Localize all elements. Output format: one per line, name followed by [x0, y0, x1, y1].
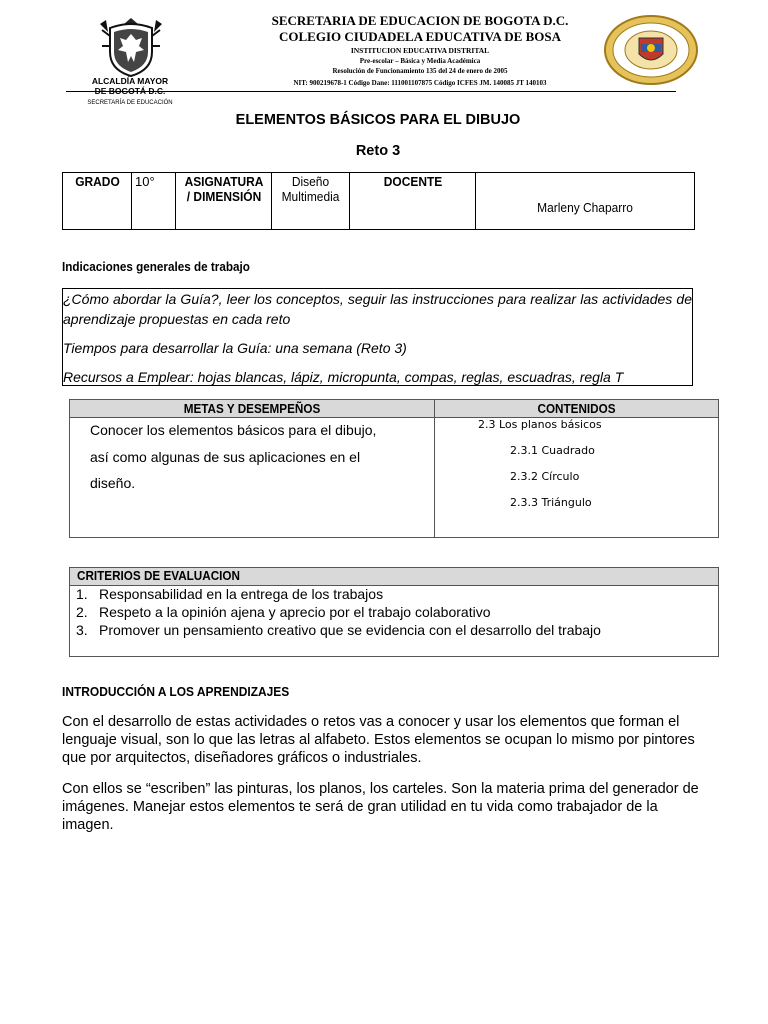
info-table [62, 172, 695, 230]
metas-text [90, 417, 420, 497]
criterio-text: Promover un pensamiento creativo que se evidencia con el desarrollo del trabajo [99, 622, 601, 638]
indicaciones-p3: Recursos a Emplear: hojas blancas, lápiz, micropunta, compas, reglas, escuadras, regla T [63, 369, 624, 385]
header-line5: Resolución de Funcionamiento 135 del 24 de enero de 2005 [332, 67, 508, 75]
contenido-item: 2.3.3 Triángulo [510, 496, 592, 509]
header-divider [66, 91, 676, 92]
header-line6: NIT: 900219678-1 Código Dane: 111001107875 Código ICFES JM. 140085 JT 140103 [293, 79, 547, 87]
criterio-item [76, 622, 601, 638]
header-line1: SECRETARIA DE EDUCACION DE BOGOTA D.C. [271, 13, 569, 28]
alcaldia-line2: DE BOGOTÁ D.C. [94, 86, 166, 96]
intro-paragraph-1: Con el desarrollo de estas actividades o retos vas a conocer y usar los elementos que forman el lenguaje visual, son lo que las letras al alfabeto. Estos elementos se ocupan lo mismo por pintores que por arquitectos, diseñadores gráficos o industriales. [62, 714, 695, 766]
contenido-item: 2.3.1 Cuadrado [510, 444, 595, 457]
docente-value [476, 173, 695, 230]
intro-paragraph-2: Con ellos se “escriben” las pinturas, los planos, los carteles. Son la materia prima del generador de imágenes. Manejar estos elementos te será de gran utilidad en tu vida como trabajador de la imagen. [62, 781, 699, 833]
alcaldia-caption [62, 76, 198, 96]
intro-title: INTRODUCCIÓN A LOS APRENDIZAJES [62, 684, 290, 699]
bogota-coat-of-arms-icon [96, 16, 166, 78]
docente-value-text: Marleny Chaparro [537, 200, 633, 215]
criterios-table [69, 567, 719, 657]
criterio-number: 2. [76, 604, 88, 620]
metas-line3: diseño. [90, 475, 136, 491]
indicaciones-title: Indicaciones generales de trabajo [62, 259, 250, 274]
metas-line2: así como algunas de sus aplicaciones en el [90, 448, 361, 465]
alcaldia-line1: ALCALDÍA MAYOR [91, 76, 169, 86]
asignatura-label: ASIGNATURA / DIMENSIÓN [179, 173, 267, 230]
contenido-item: 2.3 Los planos básicos [478, 418, 602, 431]
metas-column-divider [434, 400, 435, 537]
metas-line1: Conocer los elementos básicos para el dibujo, [90, 422, 377, 438]
indicaciones-p1: ¿Cómo abordar la Guía?, leer los conceptos, seguir las instrucciones para realizar las actividades de aprendizaje propuestas en cada reto [63, 291, 692, 327]
criterio-text: Responsabilidad en la entrega de los trabajos [99, 586, 384, 602]
indicaciones-box [62, 288, 693, 386]
docente-label: DOCENTE [355, 173, 471, 230]
page-subtitle: Reto 3 [355, 143, 401, 159]
header-line4: Pre-escolar – Básica y Media Académica [359, 57, 481, 65]
criterios-header: CRITERIOS DE EVALUACION [77, 568, 240, 583]
grado-label: GRADO [65, 173, 128, 230]
grado-value: 10° [132, 173, 176, 230]
asignatura-value-text: Diseño Multimedia [281, 174, 340, 204]
indicaciones-p2: Tiempos para desarrollar la Guía: una semana (Reto 3) [63, 340, 407, 356]
header-line3: INSTITUCION EDUCATIVA DISTRITAL [350, 46, 490, 55]
criterio-number: 1. [76, 586, 88, 602]
criterio-number: 3. [76, 622, 88, 638]
school-seal-icon [603, 14, 699, 86]
contenidos-header: CONTENIDOS [537, 401, 616, 416]
criterio-item [76, 604, 490, 620]
asignatura-value [272, 173, 350, 230]
criterio-item [76, 586, 383, 602]
secretaria-caption: SECRETARÍA DE EDUCACIÓN [87, 100, 173, 106]
contenido-item: 2.3.2 Círculo [510, 470, 580, 483]
metas-table [69, 399, 719, 538]
header-line2: COLEGIO CIUDADELA EDUCATIVA DE BOSA [279, 29, 561, 44]
metas-header: METAS Y DESEMPEÑOS [183, 401, 321, 416]
page-title: ELEMENTOS BÁSICOS PARA EL DIBUJO [235, 112, 521, 128]
criterio-text: Respeto a la opinión ajena y aprecio por el trabajo colaborativo [99, 604, 491, 620]
